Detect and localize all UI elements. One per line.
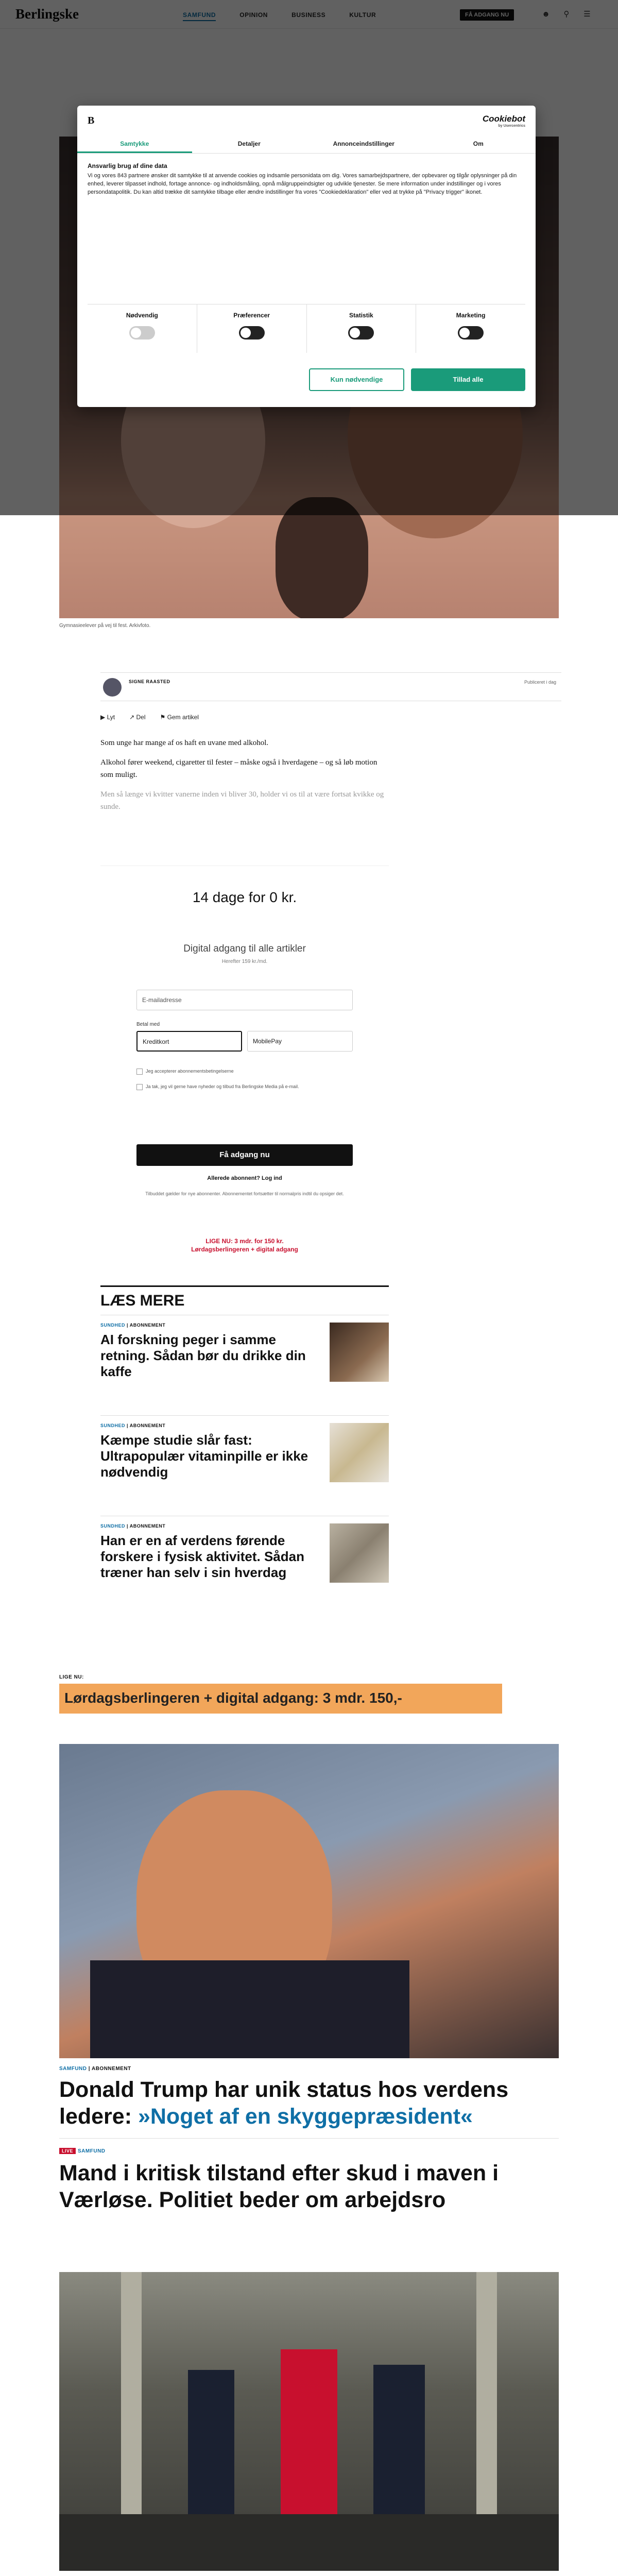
subscription-promo-banner[interactable]: Lørdagsberlingeren + digital adgang: 3 mdr. 150,- — [59, 1684, 502, 1714]
paywall-promo[interactable] — [100, 1237, 389, 1253]
promo-line-1: LIGE NU: 3 mdr. for 150 kr. — [205, 1238, 284, 1245]
story-image[interactable] — [59, 2272, 559, 2571]
read-more-section — [100, 1285, 389, 1616]
save-article-button[interactable]: ⚑ Gem artikel — [160, 714, 199, 721]
item-thumbnail[interactable] — [330, 1323, 389, 1382]
item-tag: SUNDHED | ABONNEMENT — [100, 1523, 166, 1529]
promo-line-2: Lørdagsberlingeren + digital adgang — [191, 1246, 298, 1253]
allow-necessary-button[interactable]: Kun nødvendige — [309, 368, 404, 391]
article-body — [100, 737, 389, 820]
cookie-consent-dialog — [77, 106, 536, 407]
save-label: Gem artikel — [167, 714, 199, 721]
story-headline[interactable]: Donald Trump har unik status hos verdens ledere: »Noget af en skyggepræsident« — [59, 2077, 509, 2129]
tab-samtykke[interactable]: Samtykke — [77, 134, 192, 153]
article-actions — [100, 714, 199, 721]
image-caption: Gymnasieelever på vej til fest. Arkivfoto. — [59, 623, 151, 629]
item-title[interactable]: Kæmpe studie slår fast: Ultrapopulær vitaminpille er ikke nødvendig — [100, 1432, 308, 1480]
newsletter-checkbox[interactable]: Ja tak, jeg vil gerne have nyheder og tilbud fra Berlingske Media på e-mail. — [136, 1083, 353, 1090]
cookie-tabs — [77, 134, 536, 154]
cookie-toggles — [88, 304, 525, 353]
toggle-statistics[interactable]: Statistik — [307, 304, 417, 353]
read-more-item[interactable] — [100, 1315, 389, 1415]
divider — [59, 2138, 559, 2139]
toggle-switch[interactable] — [348, 326, 374, 340]
story-tag: SAMFUND | ABONNEMENT — [59, 2066, 131, 2072]
story-headline[interactable]: Mand i kritisk tilstand efter skud i maven i Værløse. Politiet beder om arbejdsro — [59, 2161, 499, 2212]
site-logo-small: B — [88, 115, 95, 126]
paragraph: Som unge har mange af os haft en uvane med alkohol. — [100, 739, 269, 747]
item-thumbnail[interactable] — [330, 1423, 389, 1482]
toggle-switch[interactable] — [239, 326, 265, 340]
item-title[interactable]: AI forskning peger i samme retning. Sådan bør du drikke din kaffe — [100, 1332, 306, 1379]
read-more-heading: LÆS MERE — [100, 1285, 389, 1310]
cookie-body-text: Vi og vores 843 partnere ønsker dit samtykke til at anvende cookies og indsamle personidata om dig. Vores samarbejdspartnere, der opbevarer og tilgår oplysninger på din enhed, leverer tilpasset indhold, fortage annonce- og indholdsmåling, opnå målgruppeindsigter og udvikle tjenester. Se mere information under indstillinger og i vores persondatapolitik. Du kan altid trække dit samtykke tilbage eller ændre indstillinger fra vores "Cookiedeklaration" eller ved at trykke på "Privacy trigger" ikonet. — [88, 173, 517, 195]
read-more-item[interactable] — [100, 1415, 389, 1516]
read-more-item[interactable] — [100, 1516, 389, 1616]
publish-date: Publiceret i dag — [524, 680, 556, 685]
toggle-necessary: Nødvendig — [88, 304, 197, 353]
author-name[interactable]: SIGNE RAASTED — [129, 679, 170, 684]
toggle-switch — [129, 326, 155, 340]
get-access-button[interactable]: Få adgang nu — [136, 1144, 353, 1166]
toggle-marketing[interactable]: Marketing — [416, 304, 525, 353]
cookie-title: Ansvarlig brug af dine data — [88, 162, 167, 170]
paywall-box — [100, 866, 389, 1257]
paywall-title: 14 dage for 0 kr. — [192, 889, 297, 905]
item-title[interactable]: Han er en af verdens førende forskere i fysisk aktivitet. Sådan træner han selv i sin hverdag — [100, 1533, 304, 1580]
paragraph: Men så længe vi kvitter vanerne inden vi bliver 30, holder vi os til at være fortsat kvikke og sunde. — [100, 790, 384, 811]
payment-option-card[interactable]: Kreditkort — [136, 1031, 242, 1052]
payment-option-mobilepay[interactable]: MobilePay — [247, 1031, 353, 1052]
email-input[interactable]: E-mailadresse — [136, 990, 353, 1010]
item-tag: SUNDHED | ABONNEMENT — [100, 1423, 166, 1428]
share-label: Del — [136, 714, 146, 721]
tab-annonceindstillinger[interactable]: Annonceindstillinger — [333, 140, 394, 147]
paragraph: Alkohol fører weekend, cigaretter til fester – måske også i hverdagene – og så løb motion som muligt. — [100, 758, 377, 779]
author-byline — [100, 672, 561, 701]
toggle-switch[interactable] — [458, 326, 484, 340]
story-tag: LIVE SAMFUND — [59, 2148, 106, 2154]
share-button[interactable]: ↗ Del — [129, 714, 146, 721]
item-thumbnail[interactable] — [330, 1523, 389, 1583]
tab-om[interactable]: Om — [473, 140, 484, 147]
item-tag: SUNDHED | ABONNEMENT — [100, 1323, 166, 1328]
story-image[interactable] — [59, 1744, 559, 2058]
live-badge: LIVE — [59, 2148, 76, 2154]
terms-checkbox[interactable]: Jeg accepterer abonnementsbetingelserne — [136, 1068, 353, 1075]
toggle-preferences[interactable]: Præferencer — [197, 304, 307, 353]
author-avatar — [103, 678, 122, 697]
allow-all-button[interactable]: Tillad alle — [411, 368, 525, 391]
cookiebot-logo: Cookiebot by Usercentrics — [482, 114, 525, 128]
tab-detaljer[interactable]: Detaljer — [237, 140, 261, 147]
promo-label: LIGE NU: — [59, 1674, 84, 1680]
listen-label: Lyt — [107, 714, 115, 721]
listen-button[interactable]: ▶ Lyt — [100, 714, 115, 721]
paywall-price-note: Herefter 159 kr./md. — [221, 959, 268, 964]
paywall-terms: Tilbuddet gælder for nye abonnenter. Abonnementet fortsætter til normalpris indtil du opsiger det. — [145, 1191, 344, 1196]
payment-label: Betal med — [136, 1022, 160, 1027]
login-link[interactable]: Allerede abonnent? Log ind — [207, 1175, 282, 1181]
paywall-subtitle: Digital adgang til alle artikler — [183, 943, 306, 954]
